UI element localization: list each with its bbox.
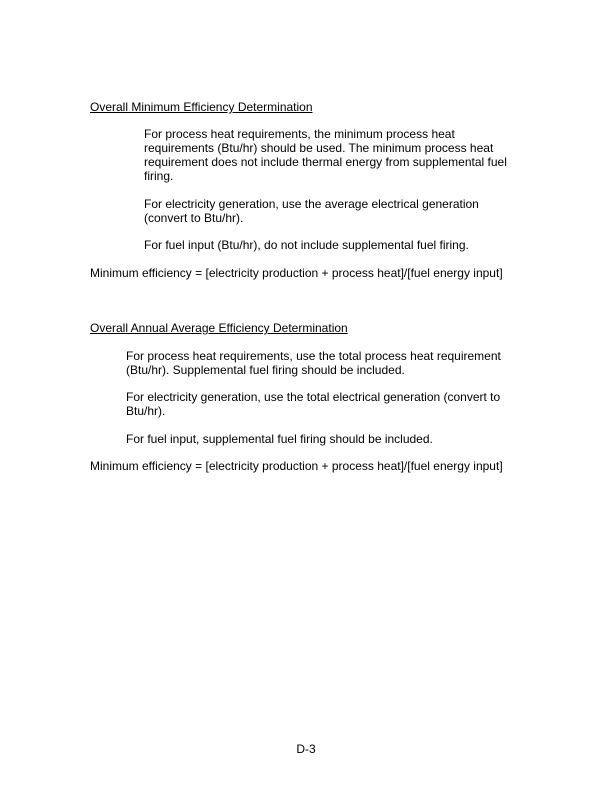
paragraph-fuel-input-annual: For fuel input, supplemental fuel firing should be included. [126, 432, 433, 446]
page-number: D-3 [296, 742, 316, 756]
paragraph-electricity-min: For electricity generation, use the average electrical generation (convert to Btu/hr). [144, 197, 479, 225]
paragraph-process-heat-annual: For process heat requirements, use the total process heat requirement (Btu/hr). Supplemental fuel firing should be included. [126, 349, 501, 377]
paragraph-fuel-input-min: For fuel input (Btu/hr), do not include supplemental fuel firing. [144, 238, 469, 252]
section-heading-minimum-efficiency: Overall Minimum Efficiency Determination [90, 100, 313, 114]
paragraph-electricity-annual: For electricity generation, use the total electrical generation (convert to Btu/hr). [126, 390, 501, 418]
formula-minimum-efficiency: Minimum efficiency = [electricity production + process heat]/[fuel energy input] [90, 266, 503, 280]
paragraph-process-heat-min: For process heat requirements, the minimum process heat requirements (Btu/hr) should be used. The minimum process heat requirement does not include thermal energy from supplemental fuel firing. [144, 127, 507, 183]
formula-annual-efficiency: Minimum efficiency = [electricity production + process heat]/[fuel energy input] [90, 459, 503, 473]
section-heading-annual-efficiency: Overall Annual Average Efficiency Determination [90, 321, 348, 335]
